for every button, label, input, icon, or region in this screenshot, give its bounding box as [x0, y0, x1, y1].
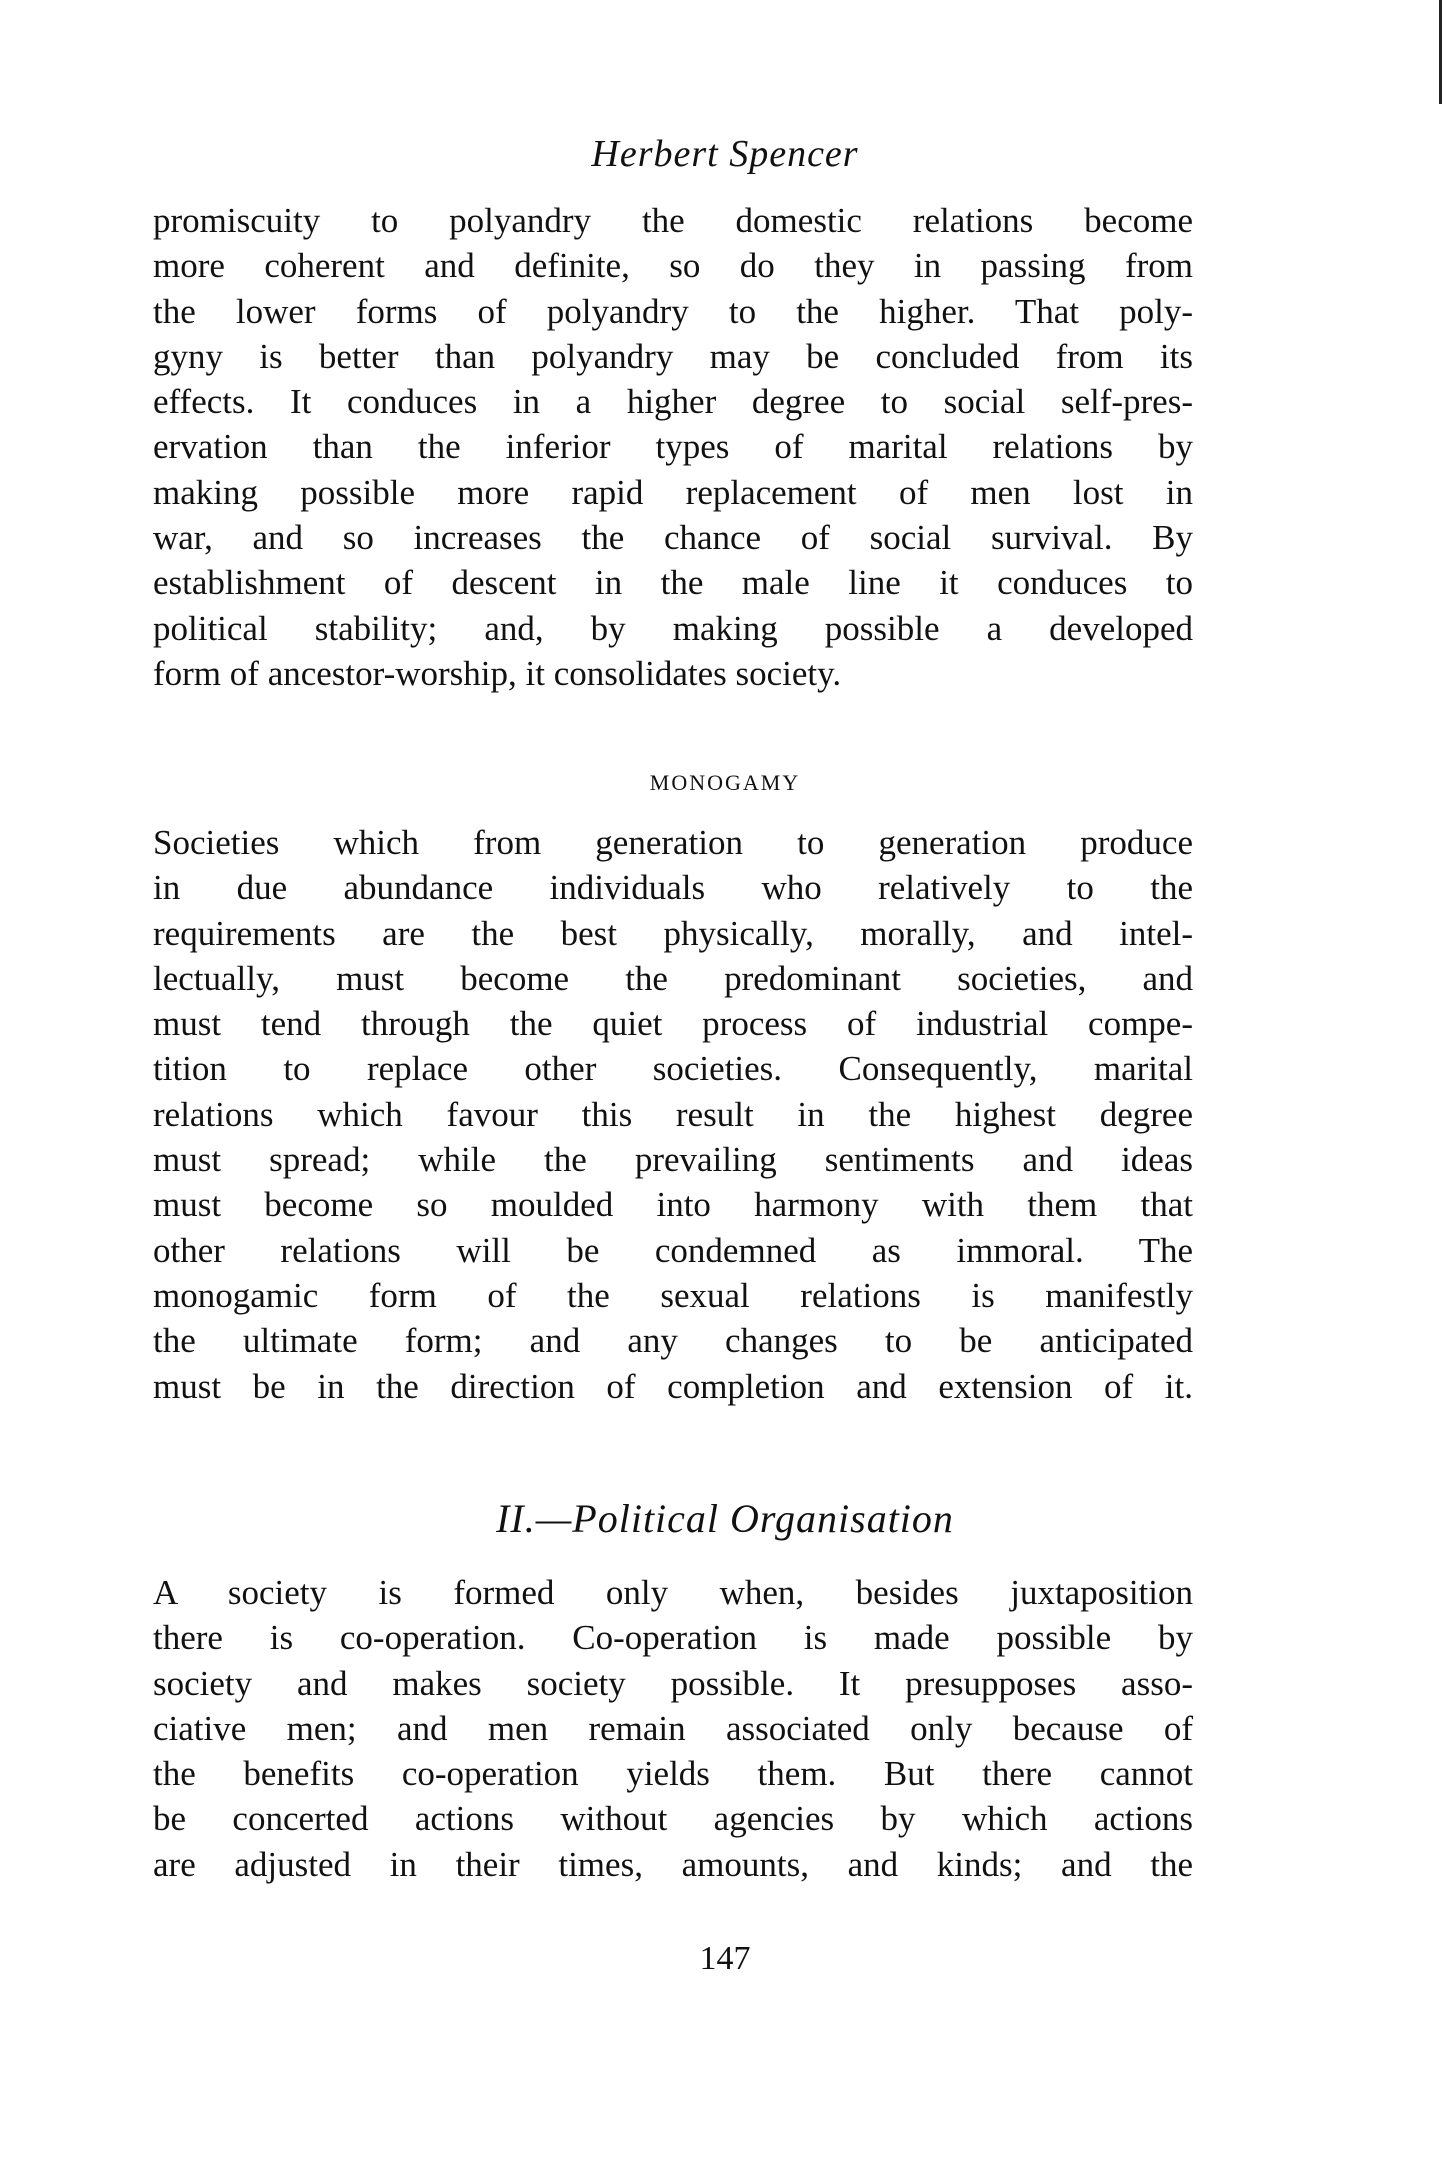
text-line: must tend through the quiet process of industrial compe- [153, 1004, 1193, 1044]
paragraph-2 [153, 820, 1193, 1409]
text-line: there is co-operation. Co-operation is made possible by [153, 1618, 1193, 1658]
text-line: must become so moulded into harmony with them that [153, 1185, 1193, 1225]
text-line: must spread; while the prevailing sentiments and ideas [153, 1140, 1193, 1180]
text-line: Societies which from generation to generation produce [153, 823, 1193, 862]
text-line: political stability; and, by making possible a developed [153, 608, 1193, 648]
text-line: other relations will be condemned as immoral. The [153, 1230, 1193, 1270]
paragraph-1 [153, 198, 1193, 696]
text-line: ervation than the inferior types of marital relations by [153, 427, 1193, 467]
text-line: relations which favour this result in the highest degree [153, 1094, 1193, 1134]
text-line: promiscuity to polyandry the domestic relations become [153, 201, 1193, 240]
paragraph-3 [153, 1570, 1193, 1887]
text-line: ciative men; and men remain associated only because of [153, 1708, 1193, 1748]
text-line: war, and so increases the chance of social survival. By [153, 518, 1193, 558]
text-line: are adjusted in their times, amounts, and kinds; and the [153, 1844, 1193, 1884]
text-line: the ultimate form; and any changes to be anticipated [153, 1321, 1193, 1361]
text-line: society and makes society possible. It presupposes asso- [153, 1663, 1193, 1703]
scan-edge-mark [1439, 0, 1442, 104]
text-line: requirements are the best physically, morally, and intel- [153, 913, 1193, 953]
text-line: be concerted actions without agencies by which actions [153, 1799, 1193, 1839]
text-line: form of ancestor-worship, it consolidates society. [153, 653, 842, 693]
running-head: Herbert Spencer [591, 133, 859, 175]
text-line: establishment of descent in the male line it conduces to [153, 563, 1193, 603]
text-line: more coherent and definite, so do they in passing from [153, 246, 1193, 286]
text-line: lectually, must become the predominant societies, and [153, 958, 1193, 998]
text-line: the benefits co-operation yields them. But there cannot [153, 1754, 1193, 1794]
text-line: in due abundance individuals who relatively to the [153, 868, 1193, 908]
text-line: making possible more rapid replacement of men lost in [153, 472, 1193, 512]
page-number: 147 [699, 1940, 751, 1977]
text-line: gyny is better than polyandry may be concluded from its [153, 336, 1193, 376]
section-heading: II.—Political Organisation [496, 1496, 954, 1541]
text-line: monogamic form of the sexual relations is manifestly [153, 1275, 1193, 1315]
text-line: the lower forms of polyandry to the higher. That poly- [153, 291, 1193, 331]
text-line: A society is formed only when, besides juxtaposition [153, 1573, 1193, 1612]
text-line: must be in the direction of completion and extension of it. [153, 1366, 1193, 1406]
text-line: effects. It conduces in a higher degree to social self-pres- [153, 382, 1193, 422]
subheading-monogamy: MONOGAMY [649, 770, 801, 795]
text-line: tition to replace other societies. Consequently, marital [153, 1049, 1193, 1089]
